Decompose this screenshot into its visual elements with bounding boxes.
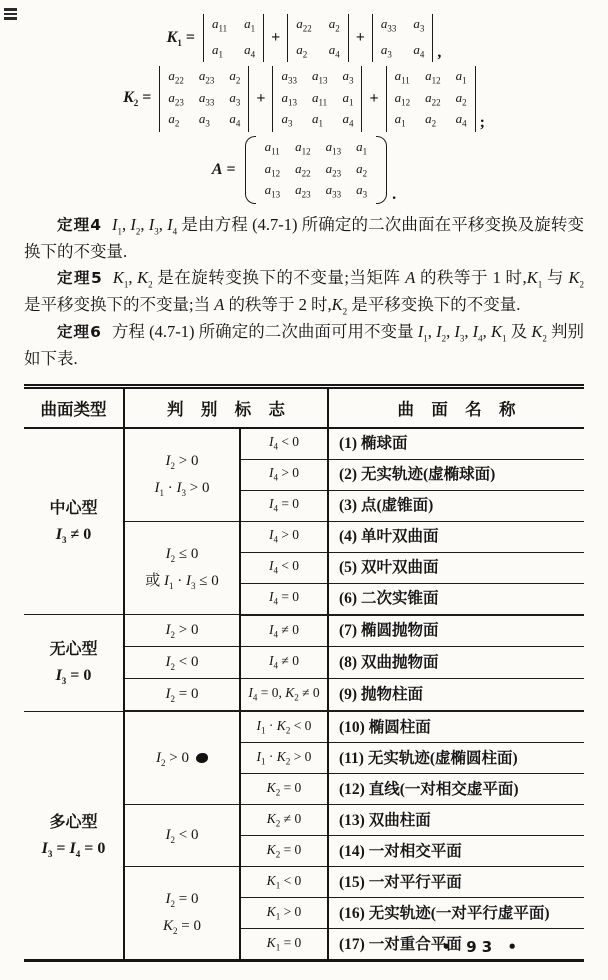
matrix-entry: $a_{13}$ (281, 89, 297, 108)
table-header-row (24, 386, 584, 428)
matrix-entry: $a_{11}$ (264, 138, 280, 157)
plus-operator: + (271, 29, 281, 47)
page-number: • 93 • (441, 938, 522, 956)
matrix-entry: $a_1$ (244, 16, 256, 34)
flag-cell: $K_1 < 0$ (240, 867, 328, 898)
matrix-entry: $a_{23}$ (168, 89, 184, 108)
formula-matrix-A (24, 136, 584, 204)
theorem-paragraphs (24, 212, 584, 372)
flag-cell: $K_2 = 0$ (240, 836, 328, 867)
classification-table (24, 384, 584, 963)
matrix-entry: $a_{12}$ (295, 138, 311, 157)
matrix-entry: $a_3$ (413, 16, 425, 34)
condition-cell: $I_2 < 0$ (124, 805, 240, 867)
matrix-entry: $a_4$ (455, 111, 467, 129)
flag-cell: $K_1 = 0$ (240, 929, 328, 961)
matrix-entry: $a_3$ (342, 68, 354, 86)
determinant (386, 66, 476, 132)
table-body (24, 428, 584, 961)
condition-cell: $I_2 = 0$ (124, 679, 240, 712)
matrix-entry: $a_3$ (229, 89, 241, 108)
flag-cell: $I_4 > 0$ (240, 459, 328, 490)
matrix-entry: $a_3$ (281, 111, 293, 129)
matrix-entry: $a_2$ (356, 160, 368, 179)
determinant (159, 66, 249, 132)
table-row (24, 615, 584, 647)
surface-type-cell: 无心型 $I_3 = 0$ (24, 615, 124, 712)
matrix-entry: $a_{23}$ (295, 182, 311, 200)
matrix-entry: $a_1$ (342, 89, 354, 108)
theorem-paragraph: 定理4 $I_1$, $I_2$, $I_3$, $I_4$ 是由方程 (4.7-1) 所确定的二次曲面在平移变换及旋转变换下的不变量. (24, 214, 585, 261)
formula-punctuation: . (392, 185, 397, 203)
matrix-entry: $a_{33}$ (198, 89, 215, 108)
condition-cell: $I_2 < 0$ (124, 647, 240, 679)
formula-k2 (24, 66, 584, 132)
surface-name-cell: (7) 椭圆抛物面 (328, 615, 584, 647)
flag-cell: $I_4 = 0$, $K_2 \ne 0$ (240, 679, 328, 712)
condition-cell: $I_2 > 0$ (124, 615, 240, 647)
theorem-label: 定理4 (57, 215, 103, 234)
matrix-entry: $a_{33}$ (380, 16, 397, 34)
flag-cell: $I_4 < 0$ (240, 552, 328, 583)
formula-punctuation: , (437, 44, 442, 62)
surface-name-cell: (3) 点(虚锥面) (328, 490, 584, 521)
formula-block (24, 14, 584, 204)
surface-name-cell: (8) 双曲抛物面 (328, 647, 584, 679)
matrix-entry: $a_3$ (356, 182, 368, 200)
matrix-entry: $a_4$ (413, 41, 425, 60)
flag-cell: $I_4 \ne 0$ (240, 615, 328, 647)
matrix-entry: $a_{12}$ (394, 89, 411, 108)
flag-cell: $K_2 = 0$ (240, 774, 328, 805)
flag-cell: $K_1 > 0$ (240, 898, 328, 929)
formula-lhs: A = (211, 160, 236, 178)
condition-cell: $I_2 > 0$ (124, 711, 240, 805)
formula-lhs: $K_2$ = (123, 89, 152, 109)
matrix-entry: $a_{12}$ (425, 68, 441, 86)
matrix-entry: $a_{33}$ (281, 68, 297, 86)
determinant (287, 14, 349, 62)
right-paren (376, 136, 387, 204)
flag-cell: $I_4 = 0$ (240, 583, 328, 615)
matrix-entry: $a_3$ (198, 111, 210, 129)
matrix-entry: $a_{23}$ (325, 160, 342, 179)
matrix (245, 136, 388, 204)
condition-cell: $I_2 = 0$ $K_2 = 0$ (124, 867, 240, 961)
matrix-entry: $a_{33}$ (325, 182, 342, 200)
surface-name-cell: (14) 一对相交平面 (328, 836, 584, 867)
matrix-entry: $a_{12}$ (264, 160, 281, 179)
matrix-entry: $a_2$ (455, 89, 467, 108)
formula-k1 (24, 14, 584, 62)
table-row (24, 428, 584, 460)
matrix-entry: $a_1$ (356, 138, 368, 157)
header-criteria: 判别标志 (124, 386, 328, 428)
matrix-entry: $a_{22}$ (168, 68, 184, 86)
theorem-label: 定理6 (57, 323, 102, 342)
matrix-entry: $a_{23}$ (198, 68, 215, 86)
flag-cell: $K_2 \ne 0$ (240, 805, 328, 836)
surface-name-cell: (6) 二次实锥面 (328, 583, 584, 615)
plus-operator: + (355, 29, 365, 47)
surface-name-cell: (17) 一对重合平面 (328, 929, 584, 961)
theorem-paragraph: 定理5 $K_1$, $K_2$ 是在旋转变换下的不变量;当矩阵 A 的秩等于 1 时$,K_1$ 与 $K_2$ 是平移变换下的不变量;当 A 的秩等于 2 时$,K_2$ 是平移变换下的不变量. (24, 267, 585, 317)
header-surface-name: 曲面名称 (328, 386, 584, 428)
formula-punctuation: ; (479, 113, 485, 131)
surface-type-cell: 多心型 $I_3 = I_4 = 0$ (24, 711, 124, 961)
matrix-entry: $a_{11}$ (311, 89, 328, 108)
matrix-entry: $a_4$ (342, 111, 354, 129)
matrix-entry: $a_2$ (425, 111, 437, 129)
matrix-entry: $a_{13}$ (325, 138, 342, 157)
left-paren (245, 136, 256, 204)
surface-name-cell: (2) 无实轨迹(虚椭球面) (328, 459, 584, 490)
formula-lhs: $K_1$ = (166, 28, 195, 48)
matrix-entry: $a_1$ (211, 41, 223, 60)
surface-name-cell: (5) 双叶双曲面 (328, 552, 584, 583)
surface-name-cell: (1) 椭球面 (328, 428, 584, 460)
flag-cell: $I_4 < 0$ (240, 428, 328, 460)
flag-cell: $I_4 > 0$ (240, 521, 328, 552)
determinant (272, 66, 362, 132)
surface-name-cell: (13) 双曲柱面 (328, 805, 584, 836)
flag-cell: $I_4 \ne 0$ (240, 647, 328, 679)
plus-operator: + (256, 90, 266, 108)
condition-cell: $I_2 \le 0$ 或 $I_1 \cdot I_3 \le 0$ (124, 521, 240, 615)
surface-name-cell: (9) 抛物柱面 (328, 679, 584, 712)
matrix-entry: $a_2$ (229, 68, 241, 86)
matrix-entry: $a_2$ (328, 16, 340, 34)
surface-name-cell: (11) 无实轨迹(虚椭圆柱面) (328, 743, 584, 774)
table-row (24, 711, 584, 743)
surface-name-cell: (10) 椭圆柱面 (328, 711, 584, 743)
header-surface-type: 曲面类型 (24, 386, 124, 428)
flag-cell: $I_1 \cdot K_2 < 0$ (240, 711, 328, 743)
matrix-entry: $a_3$ (380, 41, 392, 60)
matrix-entry: $a_1$ (394, 111, 406, 129)
ink-blot (196, 753, 208, 763)
matrix-entry: $a_{22}$ (295, 160, 311, 179)
flag-cell: $I_4 = 0$ (240, 490, 328, 521)
scan-artifact (4, 6, 17, 22)
theorem-paragraph: 定理6 方程 (4.7-1) 所确定的二次曲面可用不变量 $I_1$, $I_2$, $I_3$, $I_4$, $K_1$ 及 $K_2$ 判别如下表. (24, 322, 585, 369)
surface-name-cell: (15) 一对平行平面 (328, 867, 584, 898)
matrix-entry: $a_1$ (455, 68, 467, 86)
matrix-entry: $a_4$ (229, 111, 241, 129)
flag-cell: $I_1 \cdot K_2 > 0$ (240, 743, 328, 774)
matrix-entry: $a_{11}$ (394, 68, 410, 86)
matrix-entry: $a_{22}$ (296, 16, 312, 34)
matrix-entry: $a_{11}$ (211, 16, 228, 34)
matrix-entry: $a_{13}$ (264, 182, 281, 200)
matrix-entry: $a_4$ (244, 41, 256, 60)
determinant (203, 14, 264, 62)
plus-operator: + (369, 90, 379, 108)
matrix-entry: $a_{22}$ (425, 89, 441, 108)
surface-type-cell: 中心型 $I_3 \ne 0$ (24, 428, 124, 615)
matrix-entry: $a_2$ (296, 41, 308, 60)
condition-cell: $I_2 > 0$ $I_1 \cdot I_3 > 0$ (124, 428, 240, 522)
surface-name-cell: (12) 直线(一对相交虚平面) (328, 774, 584, 805)
matrix-entry: $a_1$ (311, 111, 323, 129)
surface-name-cell: (16) 无实轨迹(一对平行虚平面) (328, 898, 584, 929)
matrix-entry: $a_4$ (328, 41, 340, 60)
determinant (372, 14, 434, 62)
theorem-label: 定理5 (57, 268, 103, 287)
surface-name-cell: (4) 单叶双曲面 (328, 521, 584, 552)
matrix-entry: $a_2$ (168, 111, 180, 129)
matrix-entry: $a_{13}$ (311, 68, 328, 86)
